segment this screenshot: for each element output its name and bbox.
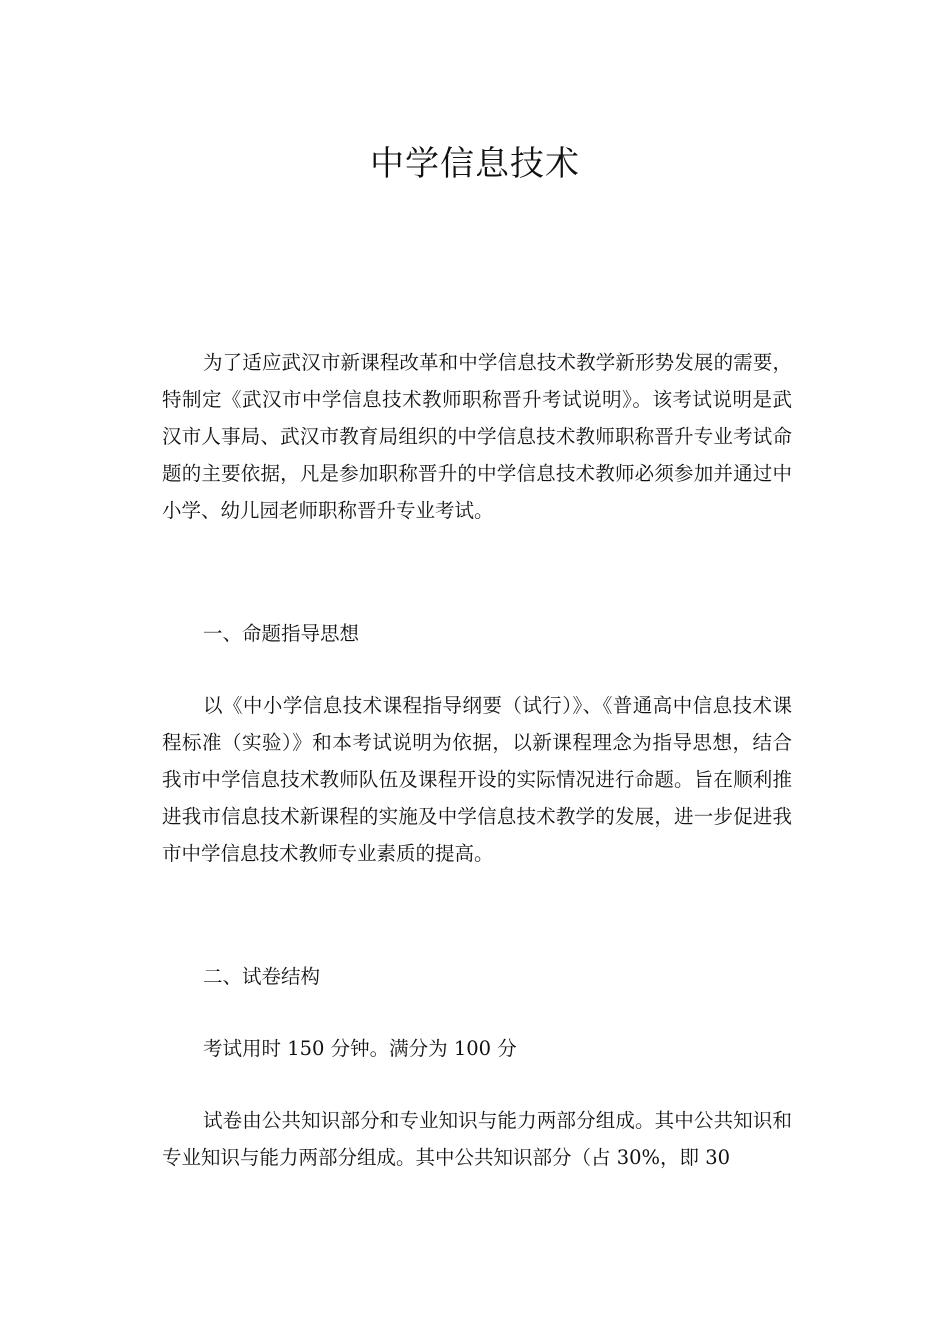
paper-composition-paragraph: 试卷由公共知识部分和专业知识与能力两部分组成。其中公共知识和专业知识与能力两部分组成。其中公共知识部分（占 30%，即 30: [162, 1109, 792, 1169]
section-heading-paper-structure: 二、试卷结构: [203, 965, 321, 988]
intro-paragraph: 为了适应武汉市新课程改革和中学信息技术教学新形势发展的需要，特制定《武汉市中学信息技术教师职称晋升考试说明》。该考试说明是武汉市人事局、武汉市教育局组织的中学信息技术教师职称晋升专业考试命题的主要依据，凡是参加职称晋升的中学信息技术教师必须参加并通过中小学、幼儿园老师职称晋升专业考试。: [162, 351, 792, 522]
document-title: 中学信息技术: [370, 144, 580, 184]
section-heading-guiding-idea: 一、命题指导思想: [203, 622, 360, 645]
exam-duration-paragraph: 考试用时 150 分钟。满分为 100 分: [203, 1037, 517, 1060]
guiding-idea-paragraph: 以《中小学信息技术课程指导纲要（试行）》、《普通高中信息技术课程标准（实验）》和本考试说明为依据，以新课程理念为指导思想，结合我市中学信息技术教师队伍及课程开设的实际情况进行命题。旨在顺利推进我市信息技术新课程的实施及中学信息技术教学的发展，进一步促进我市中学信息技术教师专业素质的提高。: [162, 694, 792, 865]
